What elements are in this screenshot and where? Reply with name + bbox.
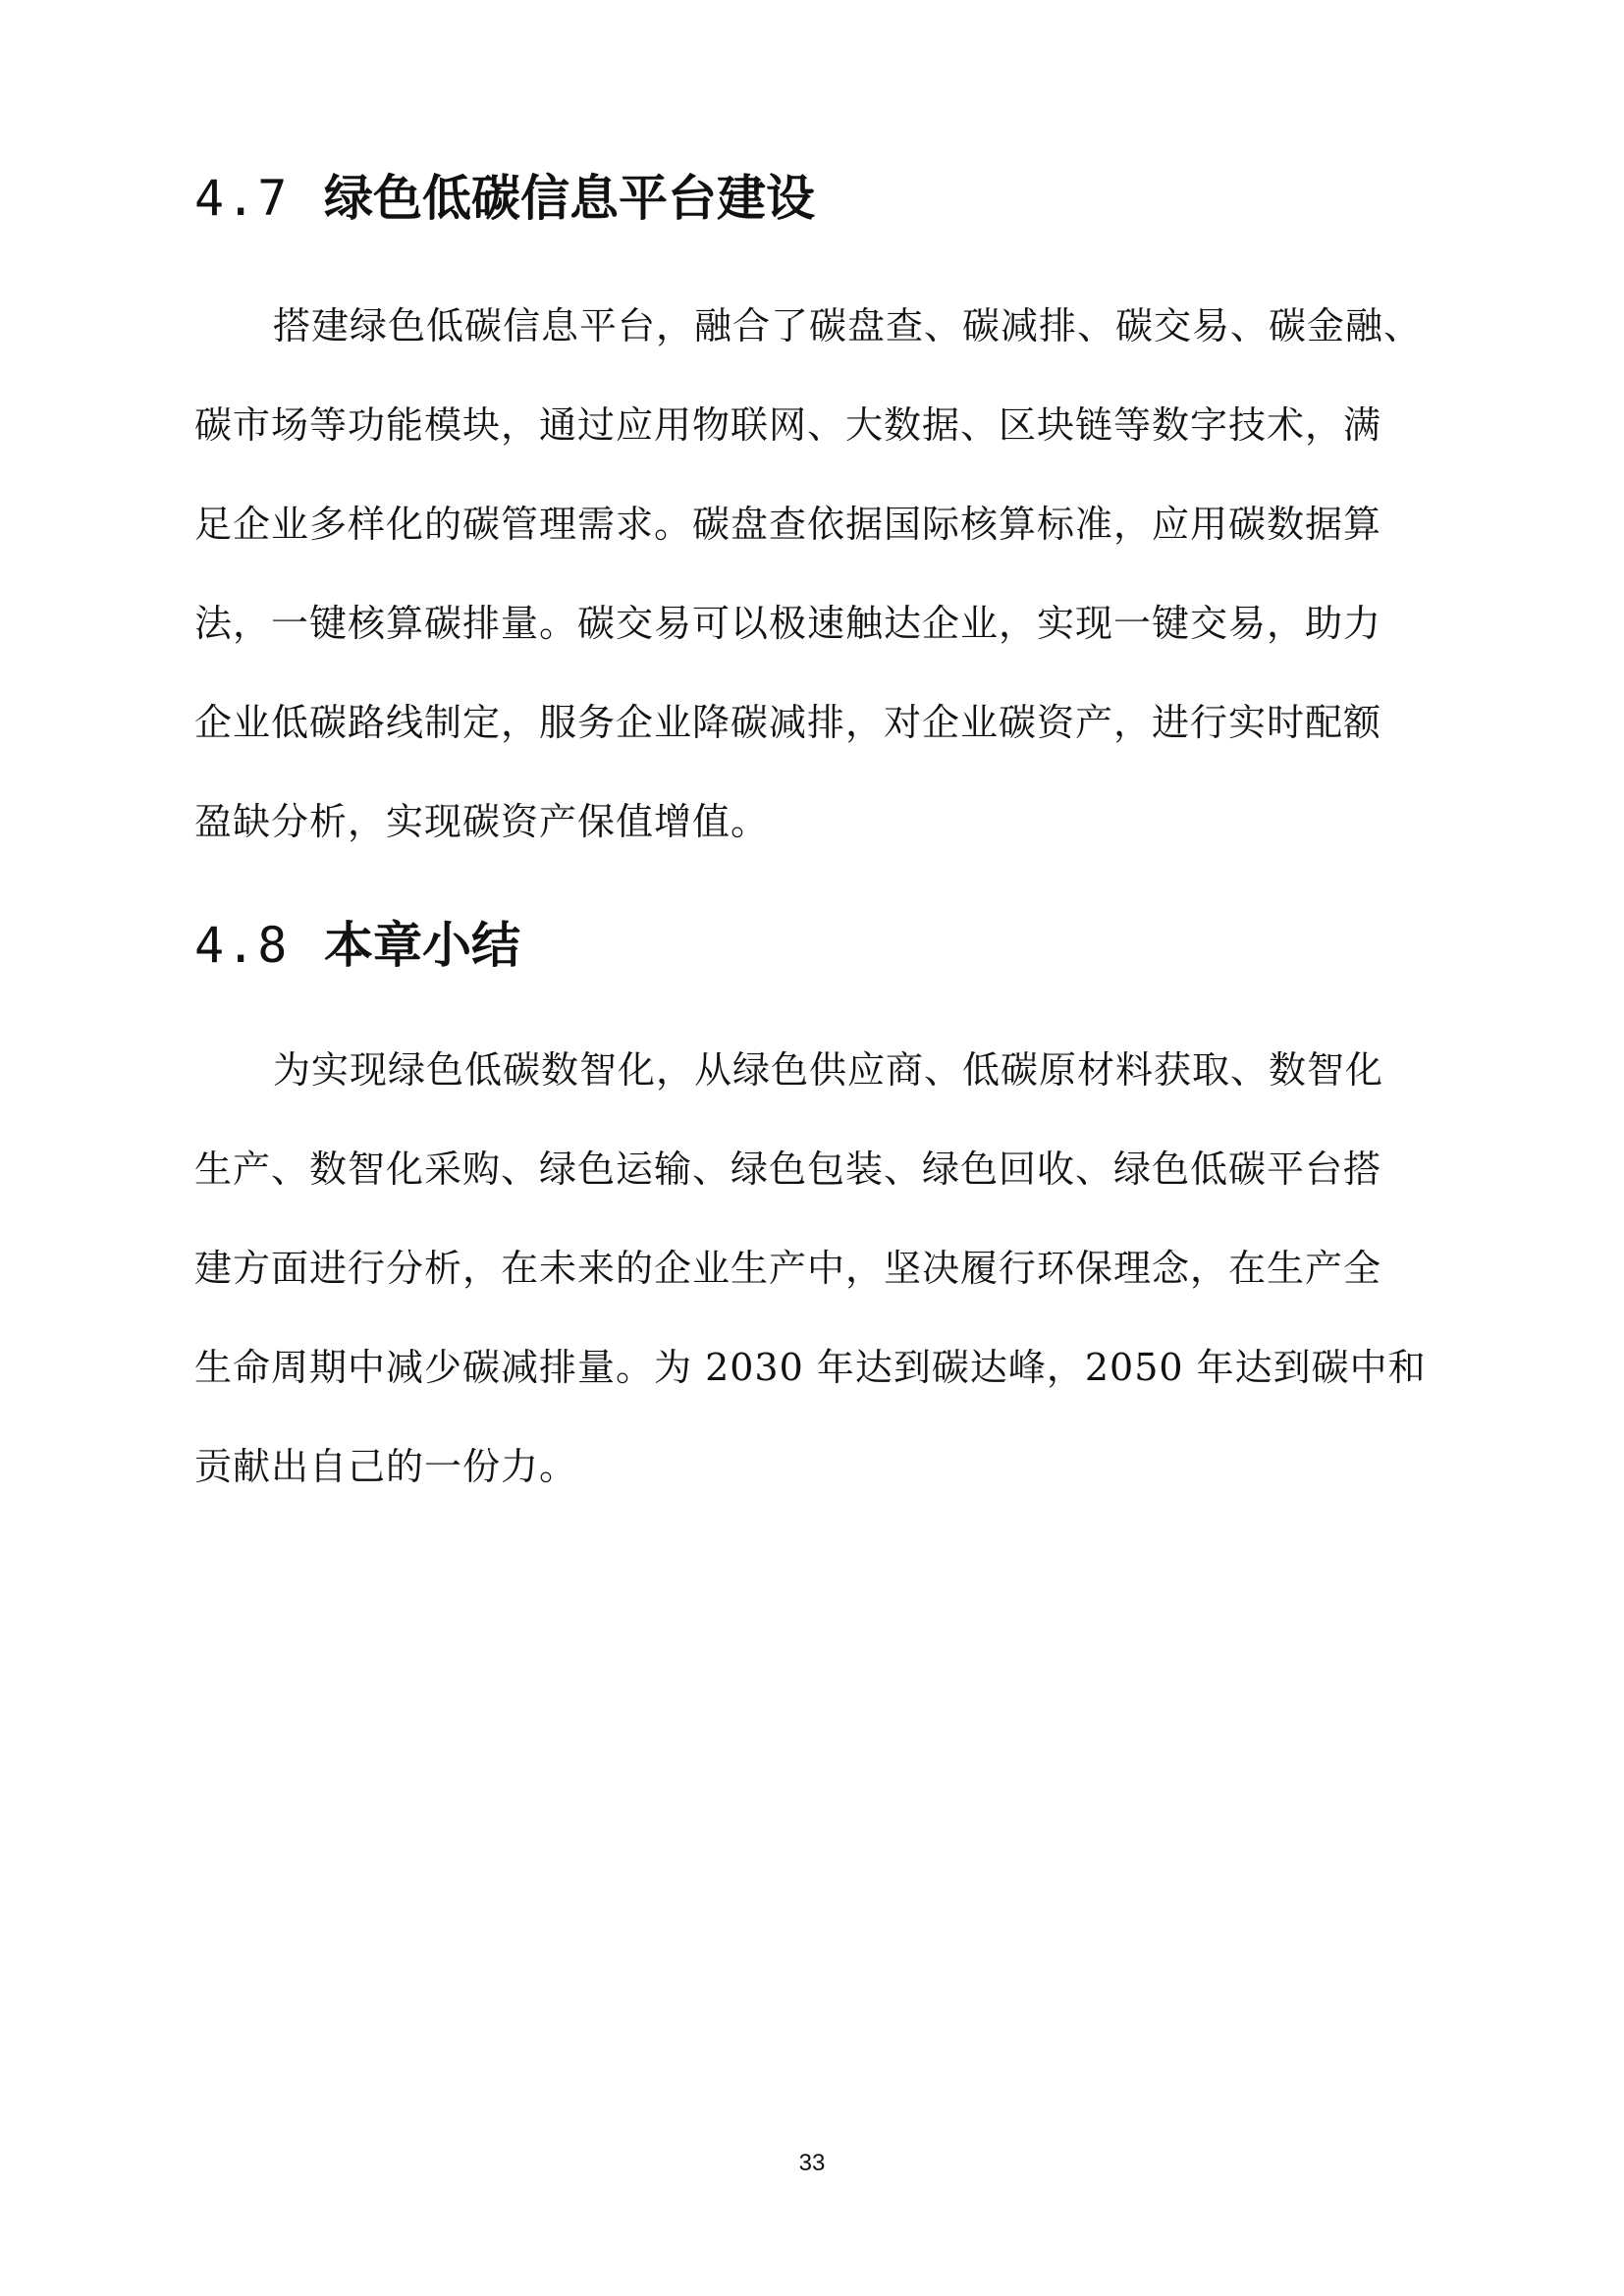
paragraph-line: 建方面进行分析，在未来的企业生产中，坚决履行环保理念，在生产全: [194, 1247, 1382, 1290]
paragraph-line: 生命周期中减少碳减排量。为 2030 年达到碳达峰，2050 年达到碳中和: [194, 1346, 1427, 1389]
paragraph-line: 盈缺分析，实现碳资产保值增值。: [194, 800, 770, 843]
paragraph-line: 法，一键核算碳排量。碳交易可以极速触达企业，实现一键交易，助力: [194, 602, 1382, 645]
paragraph-line: 企业低碳路线制定，服务企业降碳减排，对企业碳资产，进行实时配额: [194, 701, 1382, 744]
section-4-8-paragraph: [194, 1041, 1432, 1536]
section-title: 本章小结: [324, 917, 520, 974]
paragraph-line: 贡献出自己的一份力。: [194, 1445, 578, 1488]
section-title: 绿色低碳信息平台建设: [324, 170, 815, 227]
paragraph-line: 为实现绿色低碳数智化，从绿色供应商、低碳原材料获取、数智化: [273, 1048, 1384, 1092]
section-4-7-paragraph: [194, 296, 1432, 891]
paragraph-line: 搭建绿色低碳信息平台，融合了碳盘查、碳减排、碳交易、碳金融、: [273, 304, 1423, 347]
section-number: 4.7: [194, 170, 290, 227]
paragraph-line: 碳市场等功能模块，通过应用物联网、大数据、区块链等数字技术，满: [194, 403, 1382, 447]
section-heading-4-8: [194, 916, 520, 975]
section-heading-4-7: [194, 169, 815, 228]
page-number: 33: [798, 2150, 826, 2176]
paragraph-line: 足企业多样化的碳管理需求。碳盘查依据国际核算标准，应用碳数据算: [194, 503, 1382, 546]
section-number: 4.8: [194, 917, 290, 974]
paragraph-line: 生产、数智化采购、绿色运输、绿色包装、绿色回收、绿色低碳平台搭: [194, 1148, 1382, 1191]
